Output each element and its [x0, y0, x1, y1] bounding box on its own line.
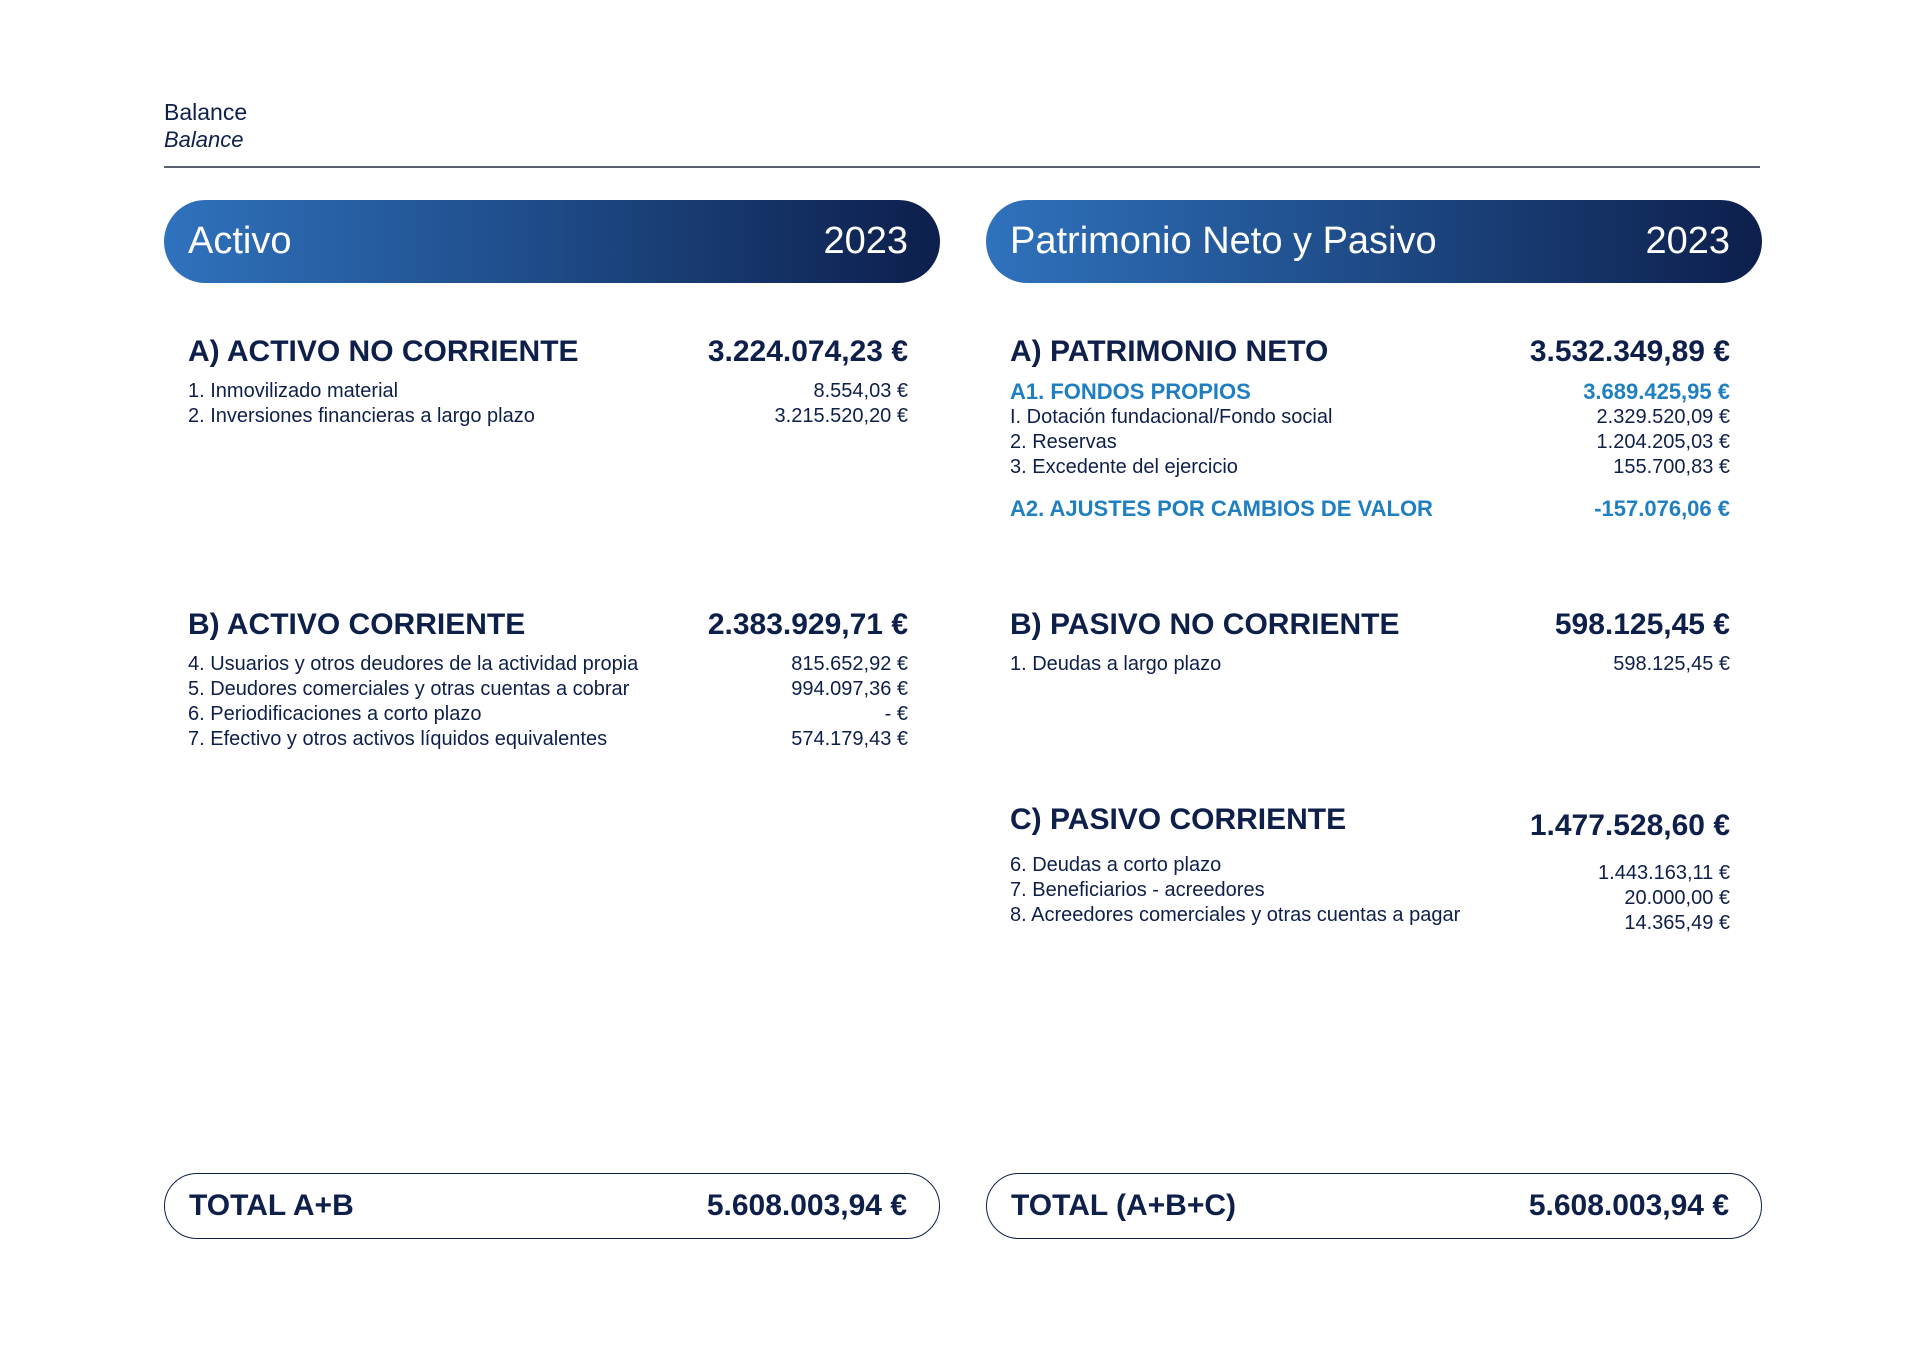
total-activo [164, 1173, 940, 1239]
section-title: B) ACTIVO CORRIENTE [188, 608, 526, 641]
ajustes-valor-row [1010, 496, 1730, 522]
section-total: 2.383.929,71 € [707, 608, 908, 641]
row-label: 2. Reservas [1010, 431, 1117, 453]
row-value: 815.652,92 € [791, 653, 908, 675]
row-value: 1.443.163,11 € [1598, 862, 1730, 884]
table-row [188, 677, 908, 702]
section-title: C) PASIVO CORRIENTE [1010, 803, 1347, 836]
row-label: 6. Deudas a corto plazo [1010, 854, 1222, 876]
pasivo-year: 2023 [1645, 220, 1730, 262]
section-total: 3.224.074,23 € [707, 335, 908, 368]
section-title: B) PASIVO NO CORRIENTE [1010, 608, 1400, 641]
row-value: 155.700,83 € [1613, 456, 1730, 478]
row-value: 574.179,43 € [791, 728, 908, 750]
patrimonio-neto-section [1010, 335, 1730, 522]
row-label: 1. Deudas a largo plazo [1010, 653, 1222, 675]
subsection-total: 3.689.425,95 € [1583, 379, 1730, 404]
activo-heading: Activo [188, 220, 292, 262]
table-row [188, 379, 908, 404]
table-row [188, 404, 908, 429]
activo-header [164, 200, 940, 283]
page-title: Balance [164, 99, 248, 125]
activo-column [164, 200, 940, 750]
row-value: 598.125,45 € [1613, 653, 1730, 675]
table-row [1010, 430, 1730, 455]
document-header [164, 98, 1760, 168]
pasivo-heading: Patrimonio Neto y Pasivo [1010, 220, 1437, 262]
row-label: 7. Efectivo y otros activos líquidos equivalentes [188, 728, 608, 750]
page-subtitle: Balance [164, 127, 244, 152]
activo-no-corriente-section [188, 335, 908, 429]
section-total: 598.125,45 € [1554, 608, 1730, 641]
subsection-total: -157.076,06 € [1594, 496, 1730, 521]
total-pasivo [986, 1173, 1762, 1239]
row-value: 20.000,00 € [1624, 887, 1730, 909]
fondos-propios-row [1010, 379, 1730, 405]
row-value: 8.554,03 € [813, 380, 908, 402]
row-label: 1. Inmovilizado material [188, 380, 399, 402]
table-row [188, 727, 908, 752]
activo-corriente-section [188, 608, 908, 752]
table-row [1010, 405, 1730, 430]
activo-year: 2023 [823, 220, 908, 262]
row-value: 994.097,36 € [791, 678, 908, 700]
row-value: - € [884, 703, 908, 725]
row-label: 5. Deudores comerciales y otras cuentas a cobrar [188, 678, 630, 700]
row-label: 8. Acreedores comerciales y otras cuentas a pagar [1010, 904, 1461, 926]
row-label: 6. Periodificaciones a corto plazo [188, 703, 482, 725]
table-row [1010, 652, 1730, 677]
pasivo-column [986, 200, 1762, 934]
table-row [1010, 455, 1730, 480]
pasivo-header [986, 200, 1762, 283]
section-total: 3.532.349,89 € [1529, 335, 1730, 368]
row-value: 14.365,49 € [1624, 912, 1730, 934]
row-label: 3. Excedente del ejercicio [1010, 456, 1238, 478]
total-label: TOTAL A+B [189, 1189, 354, 1222]
total-value: 5.608.003,94 € [1528, 1189, 1729, 1222]
row-label: 2. Inversiones financieras a largo plazo [188, 405, 535, 427]
section-title: A) PATRIMONIO NETO [1010, 335, 1329, 368]
section-total: 1.477.528,60 € [1529, 809, 1730, 842]
total-value: 5.608.003,94 € [706, 1189, 907, 1222]
total-label: TOTAL (A+B+C) [1011, 1189, 1237, 1222]
pasivo-corriente-section [1010, 803, 1730, 936]
row-value: 3.215.520,20 € [774, 405, 908, 427]
row-label: 7. Beneficiarios - acreedores [1010, 879, 1265, 901]
row-value: 1.204.205,03 € [1596, 431, 1730, 453]
table-row [188, 652, 908, 677]
row-value: 2.329.520,09 € [1596, 406, 1730, 428]
header-divider [164, 166, 1760, 168]
row-label: 4. Usuarios y otros deudores de la actividad propia [188, 653, 639, 675]
table-row [188, 702, 908, 727]
pasivo-no-corriente-section [1010, 608, 1730, 677]
subsection-title: A2. AJUSTES POR CAMBIOS DE VALOR [1010, 496, 1433, 521]
row-label: I. Dotación fundacional/Fondo social [1010, 406, 1333, 428]
subsection-title: A1. FONDOS PROPIOS [1010, 379, 1251, 404]
section-title: A) ACTIVO NO CORRIENTE [188, 335, 579, 368]
